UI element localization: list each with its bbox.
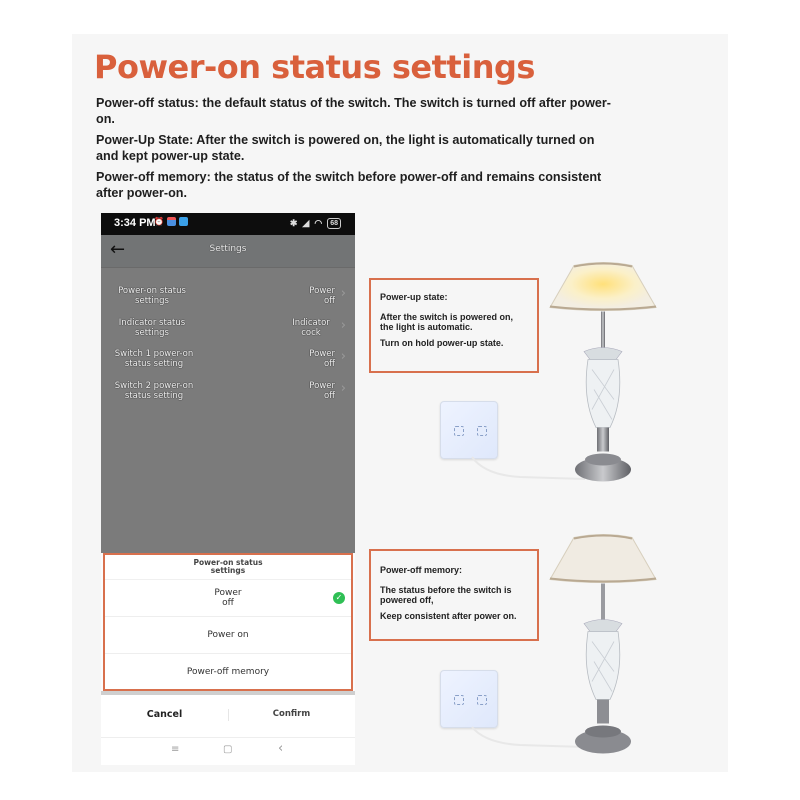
option-power-off-memory[interactable]: Power-off memory [105, 653, 351, 690]
touch-key-icon [454, 695, 464, 705]
home-app-notification-icon [179, 217, 188, 226]
phone-screenshot [101, 213, 355, 765]
menu-icon[interactable]: ≡ [171, 744, 180, 755]
table-lamp-off-image [544, 524, 664, 774]
arrow-left-icon[interactable]: ← [110, 239, 126, 260]
chevron-right-icon: › [340, 317, 346, 333]
option-power-on[interactable]: Power on [105, 616, 351, 653]
confirm-button[interactable]: Confirm [272, 709, 311, 719]
back-icon[interactable]: ‹ [278, 741, 284, 756]
sheet-actions [101, 695, 355, 738]
status-time: 3:34 PM [114, 217, 156, 229]
system-nav-bar [101, 738, 355, 765]
battery-icon: 68 [327, 218, 341, 229]
wifi-icon: ◠ [314, 218, 323, 228]
setting-row-switch-2[interactable]: Switch 2 power-on status setting Power off › [114, 380, 346, 401]
wall-switch-panel [440, 670, 498, 728]
settings-list [101, 283, 355, 409]
bluetooth-icon: ✱ [289, 218, 298, 228]
app-bar-title: Settings [209, 244, 247, 254]
checkmark-icon: ✓ [333, 592, 345, 604]
sheet-title: Power-on status settings [193, 558, 263, 575]
status-bar [101, 213, 355, 235]
chevron-right-icon: › [340, 380, 346, 396]
chevron-right-icon: › [340, 349, 346, 364]
description-power-off-memory: Power-off memory: the status of the switch before power-off and remains consistent after power-on. [96, 170, 602, 200]
alarm-icon: ⏰ [154, 217, 164, 226]
touch-key-icon [477, 695, 487, 705]
callout-power-up-state: Power-up state: After the switch is powered on, the light is automatic. Turn on hold power-up state. [369, 278, 539, 373]
signal-icon: ◢ [302, 218, 310, 228]
option-power-off[interactable]: Power off ✓ [105, 579, 351, 616]
touch-key-icon [477, 426, 487, 436]
description-power-up-state: Power-Up State: After the switch is powered on, the light is automatically turned on and kept power-up state. [96, 133, 595, 163]
chevron-right-icon: › [340, 286, 346, 301]
bottom-sheet [101, 553, 355, 765]
touch-key-icon [454, 426, 464, 436]
home-icon[interactable]: ▢ [223, 744, 233, 755]
wall-switch-panel [440, 401, 498, 459]
app-bar [101, 235, 355, 268]
setting-row-power-on-status[interactable]: Power-on status settings Power off › [118, 286, 346, 306]
setting-row-indicator-status[interactable]: Indicator status settings Indicator cock › [118, 317, 346, 338]
page-title: Power-on status settings [94, 48, 535, 86]
setting-row-switch-1[interactable]: Switch 1 power-on status setting Power off › [114, 349, 346, 369]
app-notification-icon [167, 217, 176, 226]
callout-power-off-memory: Power-off memory: The status before the switch is powered off, Keep consistent after power on. [369, 549, 539, 641]
power-on-options-highlight [103, 553, 353, 691]
description-power-off-status: Power-off status: the default status of the switch. The switch is turned off after power-on. [96, 96, 611, 126]
table-lamp-on-image [544, 252, 664, 502]
cancel-button[interactable]: Cancel [146, 709, 183, 720]
